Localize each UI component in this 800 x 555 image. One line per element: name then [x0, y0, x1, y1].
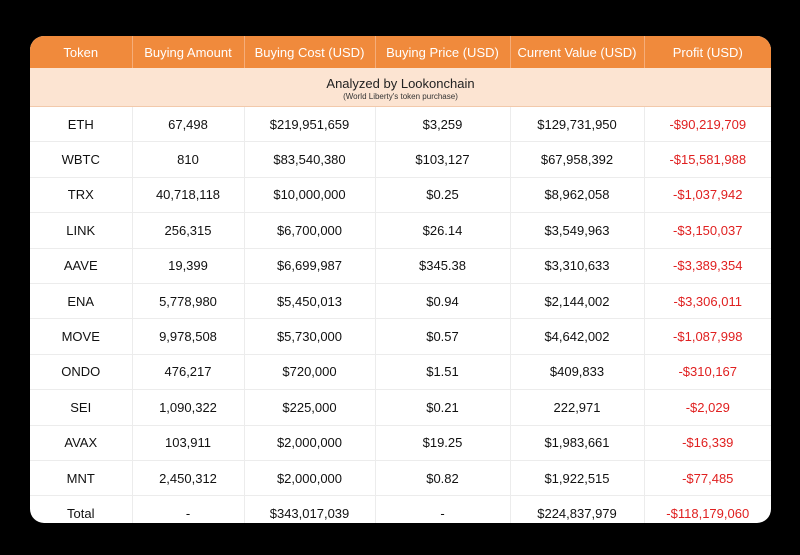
token-cell: AVAX: [30, 425, 132, 460]
table-row: [30, 107, 771, 142]
token-cell: AAVE: [30, 248, 132, 283]
buying-amount-cell: 476,217: [132, 354, 244, 389]
banner-subtitle: (World Liberty's token purchase): [343, 92, 458, 101]
profit-cell: -$1,087,998: [644, 319, 771, 354]
header-row: [30, 36, 771, 68]
header-buying-amount: Buying Amount: [132, 36, 244, 68]
buying-amount-cell: 2,450,312: [132, 460, 244, 495]
table-row: [30, 425, 771, 460]
buying-price-cell: -: [375, 496, 510, 523]
current-value-cell: $3,549,963: [510, 213, 644, 248]
buying-amount-cell: 810: [132, 142, 244, 177]
banner-row: [30, 68, 771, 107]
current-value-cell: $1,922,515: [510, 460, 644, 495]
buying-amount-cell: 5,778,980: [132, 283, 244, 318]
token-cell: Total: [67, 505, 95, 521]
buying-price-cell: $0.21: [375, 390, 510, 425]
profit-cell: -$310,167: [644, 354, 771, 389]
current-value-cell: $129,731,950: [510, 107, 644, 142]
buying-price-cell: $26.14: [375, 213, 510, 248]
profit-cell: -$15,581,988: [644, 142, 771, 177]
buying-price-cell: $19.25: [375, 425, 510, 460]
profit-cell: -$16,339: [644, 425, 771, 460]
buying-amount-cell: 67,498: [132, 107, 244, 142]
buying-price-cell: $0.57: [375, 319, 510, 354]
buying-cost-cell: $2,000,000: [244, 460, 375, 495]
buying-price-cell: $103,127: [375, 142, 510, 177]
banner-cell: [30, 68, 771, 107]
buying-amount-cell: 1,090,322: [132, 390, 244, 425]
token-cell: ETH: [30, 107, 132, 142]
buying-cost-cell: $225,000: [244, 390, 375, 425]
header-profit: Profit (USD): [644, 36, 771, 68]
token-cell: ENA: [30, 283, 132, 318]
table-row: [30, 390, 771, 425]
table-row: [30, 142, 771, 177]
buying-cost-cell: $720,000: [244, 354, 375, 389]
buying-amount-cell: 19,399: [132, 248, 244, 283]
header-token: Token: [30, 36, 132, 68]
header-current-value: Current Value (USD): [510, 36, 644, 68]
table-row: [30, 177, 771, 212]
token-cell: MNT: [30, 460, 132, 495]
buying-price-cell: $1.51: [375, 354, 510, 389]
header-buying-cost: Buying Cost (USD): [244, 36, 375, 68]
buying-amount-cell: 40,718,118: [132, 177, 244, 212]
buying-cost-cell: $10,000,000: [244, 177, 375, 212]
buying-amount-cell: 256,315: [132, 213, 244, 248]
profit-cell: -$77,485: [644, 460, 771, 495]
token-table: [30, 36, 771, 523]
buying-price-cell: $0.25: [375, 177, 510, 212]
buying-amount-cell: 103,911: [132, 425, 244, 460]
buying-amount-cell: 9,978,508: [132, 319, 244, 354]
current-value-cell: $8,962,058: [510, 177, 644, 212]
profit-cell: -$3,389,354: [644, 248, 771, 283]
buying-cost-cell: $6,699,987: [244, 248, 375, 283]
token-cell: MOVE: [30, 319, 132, 354]
current-value-cell: 222,971: [510, 390, 644, 425]
current-value-cell: $409,833: [510, 354, 644, 389]
total-row: [30, 496, 771, 523]
profit-cell: -$3,150,037: [644, 213, 771, 248]
current-value-cell: $3,310,633: [510, 248, 644, 283]
buying-price-cell: $345.38: [375, 248, 510, 283]
table-row: [30, 213, 771, 248]
table-row: [30, 460, 771, 495]
current-value-cell: $224,837,979: [510, 496, 644, 523]
token-purchase-card: [30, 36, 771, 523]
buying-cost-cell: $83,540,380: [244, 142, 375, 177]
profit-cell: -$118,179,060: [644, 496, 771, 523]
current-value-cell: $67,958,392: [510, 142, 644, 177]
buying-cost-cell: $2,000,000: [244, 425, 375, 460]
buying-price-cell: $0.82: [375, 460, 510, 495]
profit-cell: -$3,306,011: [644, 283, 771, 318]
current-value-cell: $1,983,661: [510, 425, 644, 460]
table-row: [30, 248, 771, 283]
buying-cost-cell: $5,450,013: [244, 283, 375, 318]
buying-cost-cell: $343,017,039: [244, 496, 375, 523]
buying-cost-cell: $219,951,659: [244, 107, 375, 142]
token-cell: ONDO: [30, 354, 132, 389]
banner-title: Analyzed by Lookonchain: [326, 76, 475, 91]
buying-price-cell: $0.94: [375, 283, 510, 318]
buying-cost-cell: $5,730,000: [244, 319, 375, 354]
profit-cell: -$2,029: [644, 390, 771, 425]
token-cell: LINK: [30, 213, 132, 248]
header-buying-price: Buying Price (USD): [375, 36, 510, 68]
buying-amount-cell: -: [132, 496, 244, 523]
current-value-cell: $4,642,002: [510, 319, 644, 354]
token-cell: TRX: [30, 177, 132, 212]
table-row: [30, 283, 771, 318]
buying-cost-cell: $6,700,000: [244, 213, 375, 248]
token-cell: SEI: [30, 390, 132, 425]
token-cell: WBTC: [30, 142, 132, 177]
profit-cell: -$90,219,709: [644, 107, 771, 142]
current-value-cell: $2,144,002: [510, 283, 644, 318]
profit-cell: -$1,037,942: [644, 177, 771, 212]
table-row: [30, 319, 771, 354]
buying-price-cell: $3,259: [375, 107, 510, 142]
table-row: [30, 354, 771, 389]
